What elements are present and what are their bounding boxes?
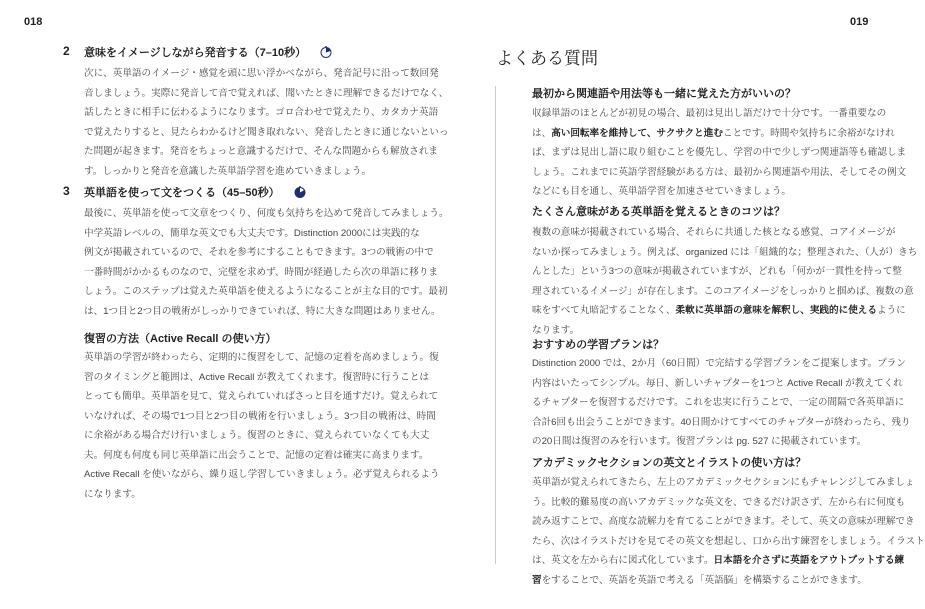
body-text: いなければ、その場で1つ目と2つ目の戦術を行いましょう。3つ目の戦術は、時間: [84, 410, 436, 422]
step-heading: 英単語を使って文をつくる（45–50秒）: [84, 187, 280, 199]
step-heading-row: [84, 44, 332, 60]
faq-question: 最初から関連語や用法等も一緒に覚えた方がいいの？: [532, 88, 796, 100]
body-text: 英単語が覚えられてきたら、左上のアカデミックセクションにもチャレンジしてみましょ: [532, 477, 915, 488]
body-text: などにも目を通し、英単語学習を加速させていきましょう。: [532, 186, 792, 197]
text-line: [532, 301, 917, 321]
text-line: [532, 493, 925, 513]
text-line: [84, 407, 440, 427]
timer-quarter-icon: [320, 46, 332, 58]
body-text: に余裕がある場合だけ行いましょう。復習のときに、覚えられていなくても大丈: [84, 430, 430, 441]
body-text: をすることで、英語を英語で考える「英語脳」を構築することができます。: [541, 574, 867, 586]
step-number: 2: [63, 44, 70, 58]
faq-question: たくさん意味がある英単語を覚えるときのコツは？: [532, 206, 785, 218]
text-line: [532, 124, 906, 144]
faq-answer: [532, 223, 917, 340]
body-text: 内容はいたってシンプル。毎日、新しいチャプターを1つと Active Recall が教えてくれ: [532, 377, 903, 389]
text-line: [532, 354, 911, 374]
body-text: 収録単語のほとんどが初見の場合、最初は見出し語だけで十分です。一番重要なの: [532, 108, 887, 119]
body-text: の20日間は復習のみを行います。復習プランは pg. 527 に掲載されています。: [532, 436, 867, 447]
body-text: 複数の意味が掲載されている場合、それらに共通した核となる感覚、コアイメージが: [532, 227, 896, 238]
body-text: Active Recall を使いながら、繰り返し学習していきましょう。必ず覚えられるよう: [84, 469, 440, 480]
text-line: [532, 143, 906, 163]
text-line: [84, 243, 449, 263]
body-text: 読み返すことで、高度な読解力を育てることができます。そして、英文の意味が理解でき: [532, 516, 915, 527]
faq-answer: [532, 354, 911, 452]
body-text: になります。: [84, 488, 141, 500]
body-text: す。しっかりと発音を意識した英単語学習を進めていきましょう。: [84, 165, 372, 177]
faq-question: アカデミックセクションの英文とイラストの使い方は？: [532, 457, 807, 469]
text-line: [532, 413, 911, 433]
body-text: ば、まずは見出し語に取り組むことを優先し、学習の中で少しずつ関連語等も確認しま: [532, 147, 907, 158]
emphasis-text: 日本語を介さずに英語をアウトプットする練: [713, 555, 905, 566]
body-text: 話したときに相手に伝わるようになります。ゴロ合わせで覚えたり、カタカナ英語: [84, 107, 439, 118]
faq-question: おすすめの学習プランは？: [532, 339, 665, 351]
text-line: [84, 465, 440, 485]
body-text: う。比較的難易度の高いアカデミックな英文を、できるだけ訳さず、左から右に何度も: [532, 496, 906, 508]
body-text: るチャプターを復習するだけです。これを忠実に行うことで、一定の間隔で各英単語に: [532, 397, 905, 408]
body-text: 中学英語レベルの、簡単な英文でも大丈夫です。Distinction 2000には実践的な: [84, 227, 420, 239]
emphasis-text: 高い回転率を維持して、サクサクと進む: [551, 127, 723, 139]
section-rule: [495, 86, 496, 564]
body-text: ことです。時間や気持ちに余裕がなけれ: [722, 127, 895, 139]
body-text: しょう。これまでに英語学習経験がある方は、最初から関連語や用法、そしてその例文: [532, 166, 907, 178]
step-heading-row: [84, 184, 306, 200]
page-title: よくある質問: [496, 49, 598, 68]
page-number-right: 019: [850, 16, 869, 28]
body-text: とっても簡単。英単語を見て、覚えられていればさっと目を通すだけ。覚えられて: [84, 391, 439, 402]
text-line: [532, 243, 917, 263]
body-text: Distinction 2000 では、2か月（60日間）で完結する学習プランをご提案します。プラン: [532, 358, 906, 369]
text-line: [532, 473, 925, 493]
body-text: は、: [532, 127, 552, 139]
body-text: 例文が掲載されているので、それを参考にすることもできます。3つの戦術の中で: [84, 247, 434, 258]
body-text: なります。: [532, 324, 580, 336]
body-text: 夫。何度も何度も同じ英単語に出会うことで、記憶の定着は確実に高まります。: [84, 449, 429, 461]
text-line: [532, 223, 917, 243]
body-text: 合計6回も出会うことができます。40日間かけてすべてのチャプターが終わったら、残り: [532, 416, 911, 428]
body-text: 味をすべて丸暗記することなく、: [532, 305, 676, 316]
text-line: [532, 532, 925, 552]
timer-mostly-full-icon: [294, 186, 306, 198]
text-line: [84, 282, 449, 302]
text-line: [84, 142, 449, 162]
text-line: [84, 485, 440, 505]
text-line: [84, 123, 449, 143]
body-text: は、1つ目と2つ目の戦術がしっかりできていれば、特に大きな問題はありません。: [84, 305, 441, 317]
body-text: 英単語の学習が終わったら、定期的に復習をして、記憶の定着を高めましょう。復: [84, 352, 439, 363]
text-line: [84, 348, 440, 368]
text-line: [84, 162, 449, 182]
review-heading: 復習の方法（Active Recall の使い方）: [84, 333, 277, 345]
emphasis-text: 習: [532, 574, 542, 586]
text-line: [84, 263, 449, 283]
step-body: [84, 64, 449, 181]
body-text: たら、次はイラストだけを見てその英文を想起し、口から出す練習をしましょう。イラスト: [532, 535, 925, 547]
body-text: で覚えたりすると、見たらわかるけど聞き取れない、発音したときに通じないといっ: [84, 126, 449, 138]
text-line: [532, 512, 925, 532]
text-line: [532, 182, 906, 202]
faq-answer: [532, 104, 906, 202]
text-line: [84, 224, 449, 244]
text-line: [532, 282, 917, 302]
text-line: [532, 374, 911, 394]
faq-answer: [532, 473, 925, 590]
body-text: んとした」という3つの意味が掲載されていますが、どれも「何かが一貫性を持って整: [532, 266, 902, 277]
body-text: しょう。このステップは覚えた英単語を使えるようになることが主な目的です。最初: [84, 286, 448, 297]
step-heading: 意味をイメージしながら発音する（7–10秒）: [84, 47, 307, 59]
body-text: 一番時間がかかるものなので、完璧を求めず、時間が経過したら次の単語に移りま: [84, 266, 439, 278]
body-text: た問題が起きます。発音をちょっと意識するだけで、そんな問題からも解放されま: [84, 146, 439, 157]
body-text: ないか探ってみましょう。例えば、organized には「組織的な；整理された、（人が）きち: [532, 246, 918, 258]
body-text: 音しましょう。実際に発音して音で覚えれば、聞いたときに理解できるだけでなく、: [84, 87, 449, 99]
emphasis-text: 柔軟に英単語の意味を解釈し、実践的に使える: [675, 305, 877, 316]
page-number-left: 018: [24, 16, 43, 28]
text-line: [84, 368, 440, 388]
body-text: は、英文を左から右に図式化しています。: [532, 555, 714, 566]
text-line: [532, 551, 925, 571]
text-line: [84, 204, 449, 224]
text-line: [84, 103, 449, 123]
text-line: [84, 387, 440, 407]
body-text: ように: [877, 305, 906, 316]
text-line: [532, 163, 906, 183]
body-text: 最後に、英単語を使って文章をつくり、何度も気持ちを込めて発音してみましょう。: [84, 208, 449, 219]
body-text: 習のタイミングと範囲は、Active Recall が教えてくれます。復習時に行うことは: [84, 371, 429, 383]
review-body: [84, 348, 440, 504]
step-number: 3: [63, 184, 70, 198]
text-line: [532, 393, 911, 413]
text-line: [532, 104, 906, 124]
text-line: [532, 571, 925, 591]
text-line: [84, 446, 440, 466]
step-body: [84, 204, 449, 321]
text-line: [84, 302, 449, 322]
text-line: [532, 432, 911, 452]
text-line: [84, 84, 449, 104]
text-line: [84, 426, 440, 446]
text-line: [532, 262, 917, 282]
body-text: 理されているイメージ」が存在します。このコアイメージをしっかりと掴めば、複数の意: [532, 285, 914, 297]
body-text: 次に、英単語のイメージ・感覚を頭に思い浮かべながら、発音記号に沿って数回発: [84, 68, 439, 79]
text-line: [84, 64, 449, 84]
